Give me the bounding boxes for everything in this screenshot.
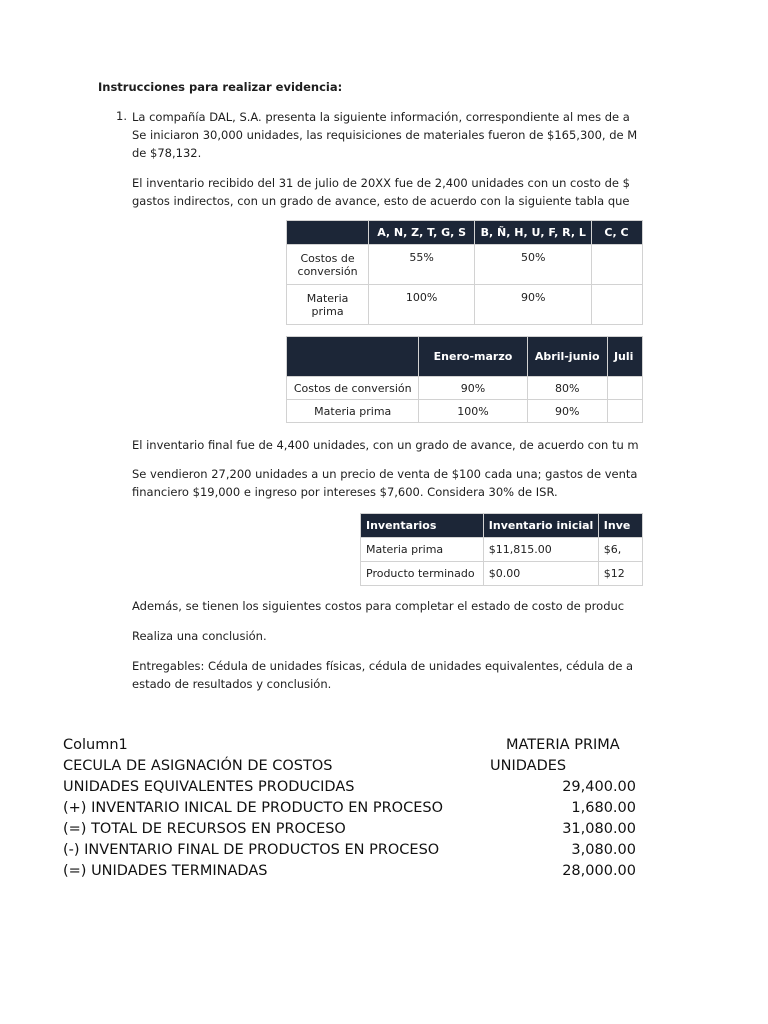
paragraph-line: de $78,132. (132, 146, 202, 160)
sheet-title-row (63, 758, 663, 779)
table-header-cell: Juli (607, 337, 642, 377)
row-label: UNIDADES EQUIVALENTES PRODUCIDAS (63, 779, 355, 795)
table-cell (607, 400, 642, 423)
table-cell (592, 245, 643, 285)
sheet-title: CECULA DE ASIGNACIÓN DE COSTOS (63, 758, 333, 774)
table-cell: 100% (419, 400, 527, 423)
row-value: 31,080.00 (562, 821, 636, 837)
paragraph-line: Se vendieron 27,200 unidades a un precio de venta de $100 cada una; gastos de venta (132, 467, 638, 481)
table-header-cell: C, C (592, 221, 643, 245)
table-header-cell: Enero-marzo (419, 337, 527, 377)
row-value: 28,000.00 (562, 863, 636, 879)
table-cell: $6, (598, 538, 642, 562)
table-header-cell: A, N, Z, T, G, S (369, 221, 475, 245)
sheet-row (63, 821, 663, 842)
row-value: 3,080.00 (571, 842, 636, 858)
table-cell: Materia prima (287, 400, 419, 423)
paragraph-line: financiero $19,000 e ingreso por intereses $7,600. Considera 30% de ISR. (132, 485, 558, 499)
row-label: (=) UNIDADES TERMINADAS (63, 863, 268, 879)
sheet-row (63, 800, 663, 821)
table-cell: 90% (475, 285, 592, 325)
table-cell: $12 (598, 562, 642, 586)
sheet-row (63, 863, 663, 884)
table-header-cell (287, 337, 419, 377)
materia-prima-header: MATERIA PRIMA (506, 737, 620, 753)
table-cell (592, 285, 643, 325)
table-cell: 50% (475, 245, 592, 285)
table-header-cell: Inventario inicial (483, 514, 598, 538)
progress-table-months (286, 336, 643, 423)
sheet-row (63, 779, 663, 800)
inventory-table (360, 513, 643, 586)
table-header-cell: Inventarios (361, 514, 484, 538)
paragraph-line: gastos indirectos, con un grado de avance, esto de acuerdo con la siguiente tabla que (132, 194, 630, 208)
row-value: 1,680.00 (571, 800, 636, 816)
row-label: (+) INVENTARIO INICAL DE PRODUCTO EN PROCESO (63, 800, 443, 816)
table-header-cell: Abril-junio (527, 337, 607, 377)
table-cell: 90% (527, 400, 607, 423)
paragraph-line: El inventario recibido del 31 de julio de 20XX fue de 2,400 unidades con un costo de $ (132, 176, 630, 190)
table-cell: 55% (369, 245, 475, 285)
paragraph-line: Se iniciaron 30,000 unidades, las requisiciones de materiales fueron de $165,300, de M (132, 128, 638, 142)
embedded-instructions-image (98, 70, 643, 700)
table-row (287, 245, 643, 285)
paragraph-line: La compañía DAL, S.A. presenta la siguiente información, correspondiente al mes de a (132, 110, 630, 124)
units-label: UNIDADES (490, 758, 567, 774)
table-row (361, 562, 643, 586)
table-cell: Materia prima (287, 285, 369, 325)
table-row (287, 285, 643, 325)
row-label: (-) INVENTARIO FINAL DE PRODUCTOS EN PROCESO (63, 842, 440, 858)
table-cell: 100% (369, 285, 475, 325)
table-cell: 80% (527, 377, 607, 400)
list-number: 1. (116, 109, 127, 123)
row-value: 29,400.00 (562, 779, 636, 795)
paragraph-line: Realiza una conclusión. (132, 629, 267, 643)
table-row (287, 400, 643, 423)
table-header-cell: B, Ñ, H, U, F, R, L (475, 221, 592, 245)
sheet-row (63, 842, 663, 863)
table-header-cell: Inve (598, 514, 642, 538)
table-cell: 90% (419, 377, 527, 400)
table-cell: $11,815.00 (483, 538, 598, 562)
progress-table-letters (286, 220, 643, 325)
row-label: (=) TOTAL DE RECURSOS EN PROCESO (63, 821, 346, 837)
paragraph-line: Además, se tienen los siguientes costos para completar el estado de costo de produc (132, 599, 625, 613)
table-row (361, 538, 643, 562)
paragraph-line: estado de resultados y conclusión. (132, 677, 332, 691)
table-header-cell (287, 221, 369, 245)
paragraph-line: El inventario final fue de 4,400 unidades, con un grado de avance, de acuerdo con tu m (132, 438, 639, 452)
table-cell: $0.00 (483, 562, 598, 586)
table-cell: Producto terminado (361, 562, 484, 586)
sheet-header-row (63, 737, 663, 758)
table-cell: Costos de conversión (287, 377, 419, 400)
table-row (287, 377, 643, 400)
instructions-heading: Instrucciones para realizar evidencia: (98, 80, 343, 94)
table-cell (607, 377, 642, 400)
paragraph-line: Entregables: Cédula de unidades físicas, cédula de unidades equivalentes, cédula de a (132, 659, 634, 673)
column1-header: Column1 (63, 737, 128, 753)
table-cell: Costos de conversión (287, 245, 369, 285)
table-cell: Materia prima (361, 538, 484, 562)
